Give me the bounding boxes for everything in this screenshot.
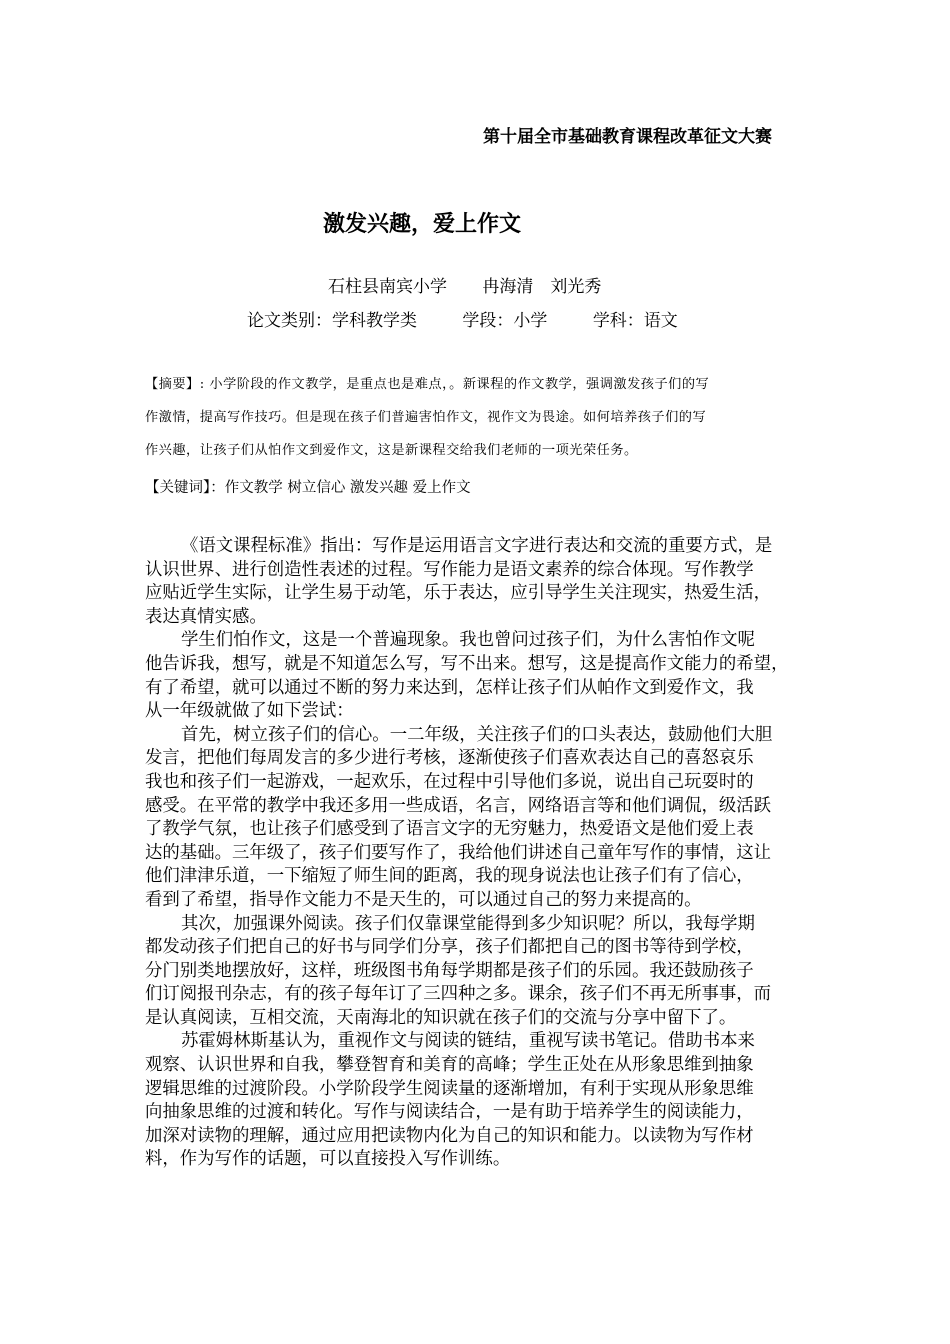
body-line: 应贴近学生实际，让学生易于动笔，乐于表达，应引导学生关注现实，热爱生活， (145, 583, 772, 604)
body-line: 是认真阅读，互相交流，天南海北的知识就在孩子们的交流与分享中留下了。 (145, 1007, 737, 1028)
body-line: 们订阅报刊杂志，有的孩子每年订了三四种之多。课余，孩子们不再无所事事，而 (145, 984, 772, 1005)
body-line: 观察、认识世界和自我，攀登智育和美育的高峰；学生正处在从形象思维到抽象 (145, 1055, 754, 1076)
body-line: 其次，加强课外阅读。孩子们仅靠课堂能得到多少知识呢？所以，我每学期 (181, 913, 755, 934)
body-line: 他告诉我，想写，就是不知道怎么写，写不出来。想写，这是提高作文能力的希望， (145, 653, 789, 674)
body-line: 达的基础。三年级了，孩子们要写作了，我给他们讲述自己童年写作的事情，这让 (145, 842, 772, 863)
body-line: 从一年级就做了如下尝试： (145, 701, 354, 722)
body-line: 表达真情实感。 (145, 606, 267, 627)
abstract-line: 作兴趣，让孩子们从怕作文到爱作文，这是新课程交给我们老师的一项光荣任务。 (145, 443, 638, 458)
paper-subject: 学科：语文 (592, 311, 678, 331)
body-line: 向抽象思维的过渡和转化。写作与阅读结合，一是有助于培养学生的阅读能力， (145, 1102, 754, 1123)
body-line: 苏霍姆林斯基认为，重视作文与阅读的链结，重视写读书笔记。借助书本来 (181, 1031, 755, 1052)
abstract-line: 作激情，提高写作技巧。但是现在孩子们普遍害怕作文，视作文为畏途。如何培养孩子们的写 (145, 410, 707, 425)
body-line: 都发动孩子们把自己的好书与同学们分享，孩子们都把自己的图书等待到学校， (145, 937, 754, 958)
body-line: 加深对读物的理解，通过应用把读物内化为自己的知识和能力。以读物为写作材 (145, 1125, 754, 1146)
body-line: 认识世界、进行创造性表述的过程。写作能力是语文素养的综合体现。写作教学 (145, 559, 754, 580)
body-line: 《语文课程标准》指出：写作是运用语言文字进行表达和交流的重要方式，是 (181, 536, 773, 556)
body-line: 学生们怕作文，这是一个普遍现象。我也曾问过孩子们，为什么害怕作文呢 (181, 630, 755, 651)
body-line: 逻辑思维的过渡阶段。小学阶段学生阅读量的逐渐增加，有利于实现从形象思维 (145, 1078, 754, 1099)
byline (328, 275, 601, 299)
body-line: 分门别类地摆放好，这样，班级图书角每学期都是孩子们的乐园。我还鼓励孩子 (145, 960, 754, 981)
body-text (145, 535, 810, 1172)
body-line: 感受。在平常的教学中我还多用一些成语，名言，网络语言等和他们调侃，级活跃 (145, 795, 772, 816)
paper-category-line (247, 309, 678, 333)
body-line: 了教学气氛，也让孩子们感受到了语言文字的无穷魅力，热爱语文是他们爱上表 (145, 819, 754, 840)
body-line: 料，作为写作的话题，可以直接投入写作训练。 (145, 1149, 511, 1170)
school-name: 石柱县南宾小学 (328, 277, 447, 297)
author-names: 冉海清 刘光秀 (482, 277, 602, 297)
body-line: 发言，把他们每周发言的多少进行考核，逐渐使孩子们喜欢表达自己的喜怒哀乐 (145, 748, 754, 769)
paper-stage: 学段：小学 (462, 311, 548, 331)
body-line: 首先，树立孩子们的信心。一二年级，关注孩子们的口头表达，鼓励他们大胆 (181, 724, 773, 745)
paper-title: 激发兴趣，爱上作文 (323, 212, 522, 237)
abstract-line: 【摘要】: 小学阶段的作文教学，是重点也是难点，。新课程的作文教学，强调激发孩子们的写 (145, 377, 710, 392)
body-line: 他们津津乐道，一下缩短了师生间的距离，我的现身说法也让孩子们有了信心， (145, 866, 754, 887)
body-line: 看到了希望，指导作文能力不是天生的，可以通过自己的努力来提高的。 (145, 889, 702, 910)
keywords: 【关键词】：作文教学 树立信心 激发兴趣 爱上作文 (145, 480, 471, 496)
body-line: 有了希望，就可以通过不断的努力来达到，怎样让孩子们从帕作文到爱作文，我 (145, 677, 754, 698)
body-line: 我也和孩子们一起游戏，一起欢乐，在过程中引导他们多说，说出自己玩耍时的 (145, 771, 754, 792)
contest-header: 第十届全市基础教育课程改革征文大赛 (483, 127, 772, 147)
paper-type: 论文类别：学科教学类 (247, 311, 417, 331)
abstract (145, 368, 810, 467)
